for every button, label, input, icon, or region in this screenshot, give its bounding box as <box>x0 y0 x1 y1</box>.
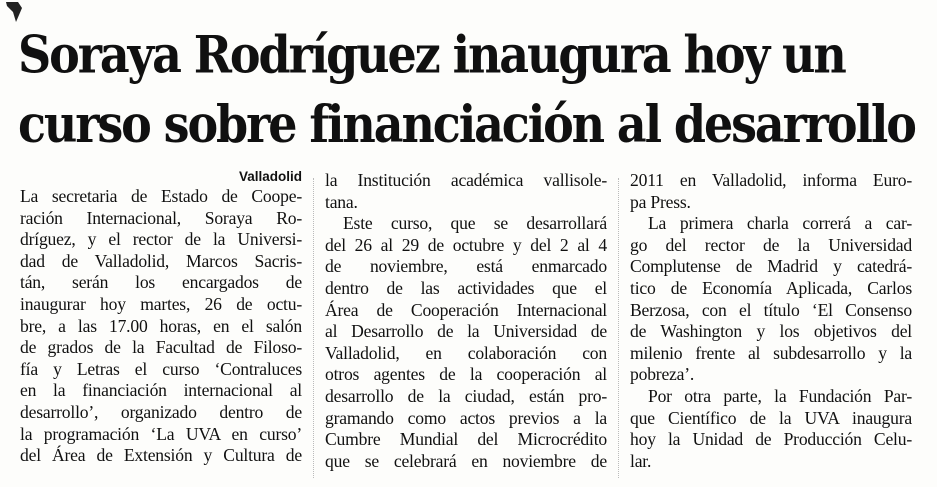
text-line: pa Press. <box>630 191 691 212</box>
text-line: que Científico de la UVA inaugura <box>630 407 912 428</box>
text-line: Cumbre Mundial del Microcrédito <box>325 429 607 450</box>
dateline: Valladolid <box>238 169 302 184</box>
text-line: La secretaria de Estado de Coope- <box>20 186 302 206</box>
text-line: Área de Cooperación Internacional <box>325 299 607 320</box>
text-line: otros agentes de la cooperación al <box>325 364 607 385</box>
text-line: en la financiación internacional al <box>20 380 302 401</box>
text-line: desarrollo’, organizado dentro de <box>20 401 302 422</box>
text-line: Berzosa, con el título ‘El Consenso <box>630 299 912 320</box>
text-line: bre, a las 17.00 horas, en el salón <box>20 315 302 336</box>
text-line: que se celebrará en noviembre de <box>325 450 607 471</box>
article-column-2 <box>325 170 607 472</box>
column-divider <box>313 178 314 478</box>
text-line: fía y Letras el curso ‘Contraluces <box>20 358 302 379</box>
headline-line-2: curso sobre financiación al desarrollo <box>18 93 915 155</box>
text-line: milenio frente al subdesarrollo y la <box>630 342 912 363</box>
text-line: La primera charla correrá a car- <box>648 213 912 234</box>
text-line: Complutense de Madrid y catedrá- <box>630 256 912 277</box>
text-line: 2011 en Valladolid, informa Euro- <box>630 170 912 190</box>
text-line: la programación ‘La UVA en curso’ <box>20 423 302 444</box>
text-line: de Washington y los objetivos del <box>630 321 912 342</box>
text-line: del Área de Extensión y Cultura de <box>20 445 302 466</box>
text-line: Este curso, que se desarrollará <box>343 213 607 234</box>
text-line: tico de Economía Aplicada, Carlos <box>630 277 912 298</box>
text-line: al Desarrollo de la Universidad de <box>325 321 607 342</box>
text-line: ración Internacional, Soraya Ro- <box>20 207 302 228</box>
text-line: Valladolid, en colaboración con <box>325 342 607 363</box>
text-line: dríguez, y el rector de la Universi- <box>20 229 302 250</box>
text-line: del 26 al 29 de octubre y del 2 al 4 <box>325 234 607 255</box>
column-divider <box>618 178 619 478</box>
text-line: tán, serán los encargados de <box>20 272 302 293</box>
article-column-3 <box>630 170 912 472</box>
text-line: lar. <box>630 450 652 471</box>
text-line: gramando como actos previos a la <box>325 407 607 428</box>
text-line: go del rector de la Universidad <box>630 234 912 255</box>
text-line: Por otra parte, la Fundación Par- <box>648 385 912 406</box>
text-line: tana. <box>325 191 358 212</box>
text-line: de grados de la Facultad de Filoso- <box>20 337 302 358</box>
article-headline <box>18 20 923 159</box>
text-line: hoy la Unidad de Producción Celu- <box>630 429 912 450</box>
text-line: la Institución académica vallisole- <box>325 170 607 190</box>
text-line: inaugurar hoy martes, 26 de octu- <box>20 293 302 314</box>
text-line: desarrollo de la ciudad, están pro- <box>325 385 607 406</box>
text-line: dad de Valladolid, Marcos Sacris- <box>20 250 302 271</box>
text-line: de noviembre, está enmarcado <box>325 256 607 277</box>
article-column-1 <box>20 168 302 467</box>
text-line: pobreza’. <box>630 364 695 385</box>
text-line: dentro de las actividades que el <box>325 277 607 298</box>
headline-line-1: Soraya Rodríguez inaugura hoy un <box>18 24 845 85</box>
